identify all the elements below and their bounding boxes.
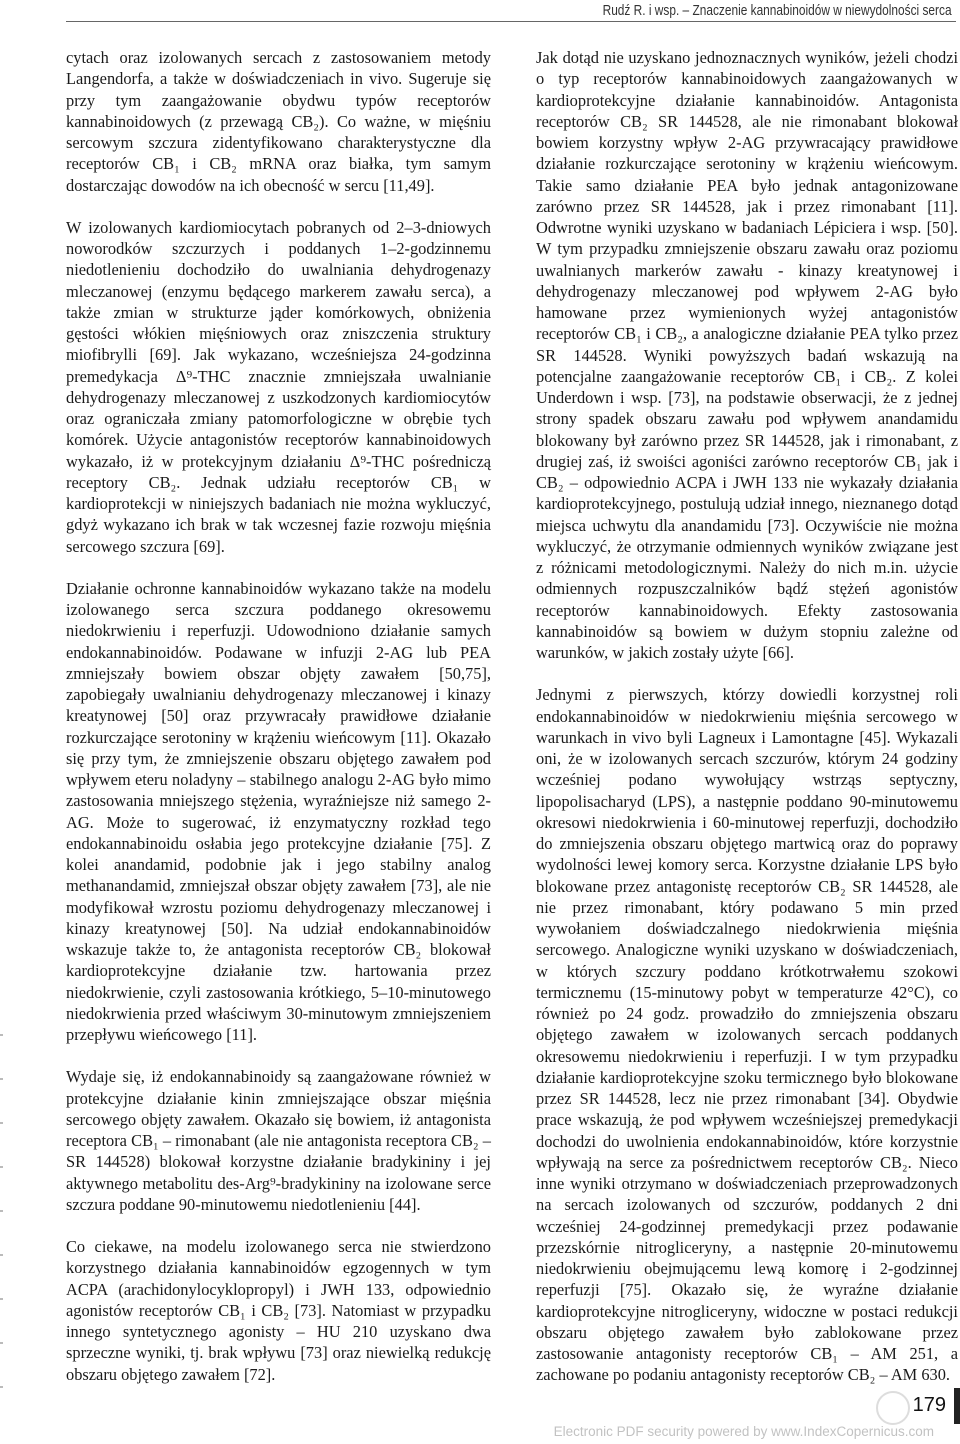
paragraph: Co ciekawe, na modelu izolowanego serca nie stwierdzono korzystnego działania kannabinoidów egzogennych w tym ACPA (arachidonylocyklopropyl) i JWH 133, odpowiednio agonistów receptorów CB₁ i CB₂ [73]. Natomiast w przypadku innego syntetycznego agonisty – HU 210 uzyskano dwa sprzeczne wyniki, tj. brak wpływu [73] oraz niewielką redukcję obszaru objętego zawałem [72].: [66, 1237, 491, 1384]
seal-icon: [876, 1391, 910, 1425]
paragraph: W izolowanych kardiomiocytach pobranych od 2–3-dniowych noworodków szczurzych i poddanych 1–2-godzinnemu niedotlenieniu dochodziło do uwalniania dehydrogenazy mleczanowej (enzymu będącego markerem zawału serca), a także zmian w strukturze jąder komórkowych, obniżenia gęstości włókien mięśniowych oraz zniszczenia struktury miofibrylli [69]. Jak wykazano, wcześniejsza 24-godzinna premedykacja Δ⁹-THC znacznie zmniejszała uwalnianie dehydrogenazy mleczanowej z uszkodzonych kardiomiocytów oraz ograniczała zmiany patomorfologiczne w obrębie tych komórek. Użycie antagonistów receptorów kannabinoidowych wykazało, iż w protekcyjnym działaniu Δ⁹-THC pośredniczą receptory CB₂. Jednak udziału receptorów CB₁ w kardioprotekcji w niniejszych badaniach nie można wykluczyć, gdyż wykazano ich brak w tak wczesnej fazie rozwoju mięśnia sercowego szczura [69].: [66, 217, 491, 556]
paragraph: Działanie ochronne kannabinoidów wykazano także na modelu izolowanego serca szczura poddanego okresowemu niedokrwieniu i reperfuzji. Udowodniono działanie samych endokannabinoidów. Podawane w infuzji 2-AG lub PEA zmniejszały bowiem obszar objęty zawałem [50,75], zapobiegały uwalnianiu dehydrogenazy mleczanowej i kinazy kreatynowej [50] oraz przywracały prawidłowe działanie rozkurczające serotoniny w krążeniu wieńcowym [11]. Okazało się przy tym, że zmniejszenie obszaru objętego zawałem pod wpływem eteru noladyny – stabilnego analogu 2-AG było mimo zastosowania mniejszego stężenia, wyraźniejsze niż samego 2-AG. Może to sugerować, iż enzymatyczny rozkład tego endokannabinoidu osłabia jego protekcyjne działanie [75]. Z kolei anandamid, podobnie jak i jego stabilny analog methanandamid, zmniejszał obszar objęty zawałem [73], ale nie modyfikował wzrostu poziomu dehydrogenazy mleczanowej i kinazy kreatynowej [50]. Na udział endokannabinoidów wskazuje także to, że antagonista receptorów CB₂ blokował kardioprotekcyjne działanie tzw. hartowania przez niedokrwienie, czyli zastosowania krótkiego, 5–10-minutowego niedokrwienia przed właściwym 30-minutowym zmniejszeniem przepływu wieńcowego [11].: [66, 578, 491, 1044]
paragraph: Jednymi z pierwszych, którzy dowiedli korzystnej roli endokannabinoidów w niedokrwieniu mięśnia sercowego w warunkach in vivo byli Lagneux i Lamontagne [45]. Wykazali oni, że w izolowanych sercach szczurów, którym 24 godziny wcześniej podano wywołujący wstrząs septyczny, lipopolisacharyd (LPS), a następnie poddano 90-minutowemu okresowi niedokrwienia i 60-minutowej reperfuzji, dochodziło do zmniejszenia obszaru objętego martwicą oraz do poprawy wydolności lewej komory serca. Korzystne działanie LPS było blokowane przez antagonistę receptorów CB₂ SR 144528, ale nie przez rimonabant, który podawano 5 min przed wywołaniem doświadczalnego niedokrwienia mięśnia sercowego. Analogiczne wyniki uzyskano w doświadczeniach, w których szczury poddano krótkotrwałemu szokowi termicznemu (15-minutowy pobyt w temperaturze 42°C), co również po 24 godz. prowadziło do zmniejszenia obszaru objętego zawałem w izolowanych sercach poddanych okresowemu niedokrwieniu i reperfuzji. I w tym przypadku działanie kardioprotekcyjne szoku termicznego było blokowane przez SR 144528, lecz nie przez rimonabant [34]. Obydwie prace wskazują, że pod wpływem wcześniejszej premedykacji dochodzi do uwolnienia endokannabinoidów, które korzystnie wpływają na serce za pośrednictwem receptorów CB₂. Nieco inne wyniki otrzymano w doświadczeniach przeprowadzonych na sercach izolowanych od szczurów, poddanych 2 dni wcześniej 24-godzinnej premedykacji przez podawanie przezskórnie nitrogliceryny, a następnie 20-minutowemu niedokrwieniu obejmującemu lewą komorę i 2-godzinnej reperfuzji [75]. Okazało się, że wyraźne działanie kardioprotekcyjne nitrogliceryny, widoczne w postaci redukcji obszaru objętego zawałem było zablokowane przez zastosowanie antagonisty receptorów CB₁ – AM 251, a zachowane po podaniu antagonisty receptorów CB₂ – AM 630.: [536, 685, 958, 1385]
edge-marks: [0, 0, 3, 1444]
page-edge-bar: [954, 1388, 960, 1424]
paragraph: Wydaje się, iż endokannabinoidy są zaangażowane również w protekcyjne działanie kinin zmniejszające obszar mięśnia sercowego objęty zawałem. Okazało się bowiem, iż antagonista receptora CB₁ – rimonabant (ale nie antagonista receptora CB₂ – SR 144528) blokował korzystne działanie bradykininy i jej aktywnego metabolitu des-Arg⁹-bradykininy na izolowane serce szczura poddane 90-minutowemu niedotlenieniu [44].: [66, 1067, 491, 1214]
page-number: 179: [912, 1394, 946, 1416]
footer-watermark: Electronic PDF security powered by www.IndexCopernicus.com: [553, 1424, 934, 1439]
left-column: [66, 47, 491, 1406]
right-column: [536, 47, 958, 1407]
running-head: Rudź R. i wsp. – Znaczenie kannabinoidów w niewydolności serca: [603, 3, 952, 19]
header-rule: [66, 21, 956, 22]
paragraph: Jak dotąd nie uzyskano jednoznacznych wyników, jeżeli chodzi o typ receptorów kannabinoidowych zaangażowanych w kardioprotekcyjne działanie kannabinoidów. Antagonista receptorów CB₂ SR 144528, ale nie rimonabant blokował bowiem korzystny wpływ 2-AG przywracający prawidłowe działanie rozkurczające serotoniny w krążeniu wieńcowym. Takie samo działanie PEA było jednak antagonizowane zarówno przez SR 144528, jak i przez rimonabant [11]. Odwrotne wyniki uzyskano w badaniach Lépiciera i wsp. [50]. W tym przypadku zmniejszenie obszaru zawału oraz poziomu uwalnianych markerów zawału - kinazy kreatynowej i dehydrogenazy mleczanowej pod wpływem 2-AG było hamowane przez wymienionych wyżej antagonistów receptorów CB₁ i CB₂, a analogiczne działanie PEA tylko przez SR 144528. Wyniki powyższych badań wskazują na potencjalne zaangażowanie receptorów CB₁ i CB₂. Z kolei Underdown i wsp. [73], na podstawie obserwacji, że z jednej strony spadek obszaru zawału pod wpływem anandamidu blokowany był zarówno przez SR 144528, jak i rimonabant, z drugiej zaś, iż swoiści agoniści zarówno receptorów CB₁ jak i CB₂ – odpowiednio ACPA i JWH 133 nie wykazały działania kardioprotekcyjnego, postulują udział innego, nieznanego dotąd miejsca uchwytu dla anandamidu [73]. Oczywiście nie można wykluczyć, że otrzymanie odmiennych wyników związane jest z różnicami metodologicznymi. Należy do nich m.in. użycie odmiennych rozpuszczalników bądź stężeń agonistów receptorów kannabinoidowych. Efekty zastosowania kannabinoidów są bowiem w dużym stopniu zależne od warunków, w jakich zostały użyte [66].: [536, 48, 958, 662]
paragraph: cytach oraz izolowanych sercach z zastosowaniem metody Langendorfa, a także w doświadczeniach in vivo. Sugeruje się przy tym zaangażowanie obydwu typów receptorów kannabinoidowych (z przewagą CB₂). Co ważne, w mięśniu sercowym szczura zidentyfikowano charakterystyczne dla receptorów CB₁ i CB₂ mRNA oraz białka, tym samym dostarczając dowodów na ich obecność w sercu [11,49].: [66, 48, 491, 195]
